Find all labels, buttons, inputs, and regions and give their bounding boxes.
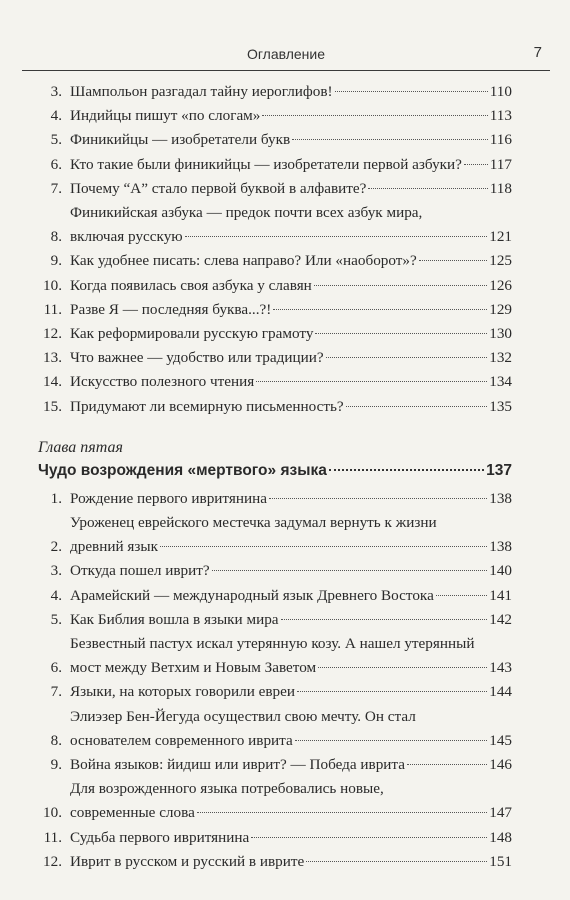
chapter-page: 137 [486, 461, 512, 479]
dot-leader [295, 740, 487, 741]
entry-title: Уроженец еврейского местечка задумал вернуть к жизни [70, 514, 437, 532]
dot-leader [185, 236, 488, 237]
chapter-title: Чудо возрождения «мертвого» языка [38, 461, 327, 479]
entry-page: 147 [489, 804, 512, 822]
toc-entry[interactable] [38, 705, 512, 753]
entry-title: Как реформировали русскую грамоту [70, 325, 314, 343]
entry-page: 146 [489, 756, 512, 774]
dot-leader [407, 764, 487, 765]
entry-title: древний язык [70, 538, 158, 556]
entry-number: 4. [50, 586, 62, 604]
toc-entry[interactable] [38, 370, 512, 394]
toc-entry[interactable] [38, 850, 512, 874]
toc-entry[interactable] [38, 826, 512, 850]
entry-title: Когда появилась своя азбука у славян [70, 276, 312, 294]
entry-number: 6. [50, 659, 62, 677]
entry-number: 7. [50, 179, 62, 197]
dot-leader [273, 309, 487, 310]
toc-entry[interactable] [38, 753, 512, 777]
toc-entry[interactable] [38, 511, 512, 559]
toc-entry[interactable] [38, 608, 512, 632]
dot-leader [292, 139, 488, 140]
dot-leader [464, 164, 488, 165]
entry-page: 151 [489, 852, 512, 870]
entry-page: 121 [489, 228, 512, 246]
toc-entry[interactable] [38, 632, 512, 680]
dot-leader [262, 115, 487, 116]
entry-number: 7. [50, 683, 62, 701]
toc-entry[interactable] [38, 487, 512, 511]
entry-title: Откуда пошел иврит? [70, 562, 210, 580]
entry-page: 143 [489, 659, 512, 677]
entry-number: 15. [43, 397, 62, 415]
dot-leader [269, 498, 487, 499]
entry-number: 4. [50, 107, 62, 125]
dot-leader [251, 837, 487, 838]
dot-leader [346, 406, 488, 407]
entry-title: Как Библия вошла в языки мира [70, 610, 279, 628]
toc-entry[interactable] [38, 395, 512, 419]
entry-title: Безвестный пастух искал утерянную козу. А нашел утерянный [70, 635, 475, 653]
entry-number: 8. [50, 228, 62, 246]
toc-entry[interactable] [38, 177, 512, 201]
dot-leader [281, 619, 488, 620]
entry-page: 116 [489, 131, 512, 149]
entry-page: 148 [489, 828, 512, 846]
dot-leader [419, 260, 487, 261]
entry-page: 142 [489, 610, 512, 628]
entry-number: 11. [43, 300, 62, 318]
toc-entry[interactable] [38, 680, 512, 704]
entry-title: мост между Ветхим и Новым Заветом [70, 659, 317, 677]
toc-entry[interactable] [38, 584, 512, 608]
entry-number: 5. [50, 610, 62, 628]
entry-page: 130 [489, 325, 512, 343]
toc-entry[interactable] [38, 559, 512, 583]
toc-entry[interactable] [38, 777, 512, 825]
entry-title: основателем современного иврита [70, 731, 293, 749]
entry-page: 141 [489, 586, 512, 604]
entry-number: 3. [50, 83, 62, 100]
toc-entry[interactable] [38, 104, 512, 128]
entry-page: 145 [489, 731, 512, 749]
chapter-label: Глава пятая [38, 438, 123, 456]
dot-leader [335, 91, 488, 92]
dot-leader [368, 188, 487, 189]
header-title: Оглавление [246, 46, 326, 62]
entry-number: 14. [43, 373, 62, 391]
entry-page: 113 [489, 107, 512, 125]
entry-number: 10. [43, 276, 62, 294]
dot-leader [197, 812, 487, 813]
entry-page: 126 [489, 276, 512, 294]
entry-page: 132 [489, 349, 512, 367]
toc-section-a [38, 80, 512, 419]
entry-title: современные слова [70, 804, 195, 822]
toc-section-b [38, 487, 512, 874]
entry-number: 2. [50, 538, 62, 556]
entry-number: 1. [50, 489, 62, 507]
entry-title: Иврит в русском и русский в иврите [70, 852, 305, 870]
dot-leader [314, 285, 487, 286]
dot-leader [306, 861, 487, 862]
dot-leader [256, 381, 487, 382]
entry-number: 9. [50, 252, 62, 270]
entry-number: 9. [50, 756, 62, 774]
chapter-title-line[interactable] [38, 459, 512, 483]
entry-title: Рождение первого ивритянина [70, 489, 267, 507]
toc-entry[interactable] [38, 80, 512, 104]
entry-number: 11. [43, 828, 62, 846]
toc-entry[interactable] [38, 298, 512, 322]
entry-title: Судьба первого ивритянина [70, 828, 250, 846]
entry-page: 110 [489, 83, 512, 100]
entry-title: Почему “А” стало первой буквой в алфавите? [70, 179, 367, 197]
entry-number: 13. [43, 349, 62, 367]
entry-title: Элиэзер Бен-Йегуда осуществил свою мечту. Он стал [70, 707, 416, 725]
entry-page: 138 [489, 538, 512, 556]
entry-page: 138 [489, 489, 512, 507]
entry-title: Искусство полезного чтения [70, 373, 255, 391]
dot-leader [326, 357, 488, 358]
header-page-number: 7 [533, 44, 542, 61]
entry-page: 135 [489, 397, 512, 415]
entry-title: Индийцы пишут «по слогам» [70, 107, 261, 125]
entry-number: 12. [43, 852, 62, 870]
toc-entry[interactable] [38, 249, 512, 273]
toc-entry[interactable] [38, 153, 512, 177]
toc-entry[interactable] [38, 201, 512, 249]
entry-number: 8. [50, 731, 62, 749]
entry-page: 144 [489, 683, 512, 701]
table-of-contents [38, 80, 512, 874]
dot-leader [297, 691, 487, 692]
toc-entry[interactable] [38, 274, 512, 298]
entry-title: Шампольон разгадал тайну иероглифов! [70, 83, 333, 100]
entry-number: 6. [50, 155, 62, 173]
entry-page: 125 [489, 252, 512, 270]
entry-page: 118 [489, 179, 512, 197]
dot-leader [212, 570, 488, 571]
entry-page: 117 [489, 155, 512, 173]
entry-page: 140 [489, 562, 512, 580]
entry-title: включая русскую [70, 228, 183, 246]
entry-title: Придумают ли всемирную письменность? [70, 397, 344, 415]
entry-title: Для возрожденного языка потребовались новые, [70, 780, 384, 798]
entry-page: 129 [489, 300, 512, 318]
entry-number: 12. [43, 325, 62, 343]
entry-title: Война языков: йидиш или иврит? — Победа иврита [70, 756, 405, 774]
entry-number: 3. [50, 562, 62, 580]
entry-title: Арамейский — международный язык Древнего Востока [70, 586, 434, 604]
entry-title: Финикийская азбука — предок почти всех азбук мира, [70, 204, 423, 222]
dot-leader [318, 667, 487, 668]
entry-title: Кто такие были финикийцы — изобретатели первой азбуки? [70, 155, 462, 173]
entry-title: Финикийцы — изобретатели букв [70, 131, 291, 149]
entry-page: 134 [489, 373, 512, 391]
toc-entry[interactable] [38, 346, 512, 370]
entry-number: 10. [43, 804, 62, 822]
entry-title: Разве Я — последняя буква...?! [70, 300, 272, 318]
entry-number: 5. [50, 131, 62, 149]
dot-leader [315, 333, 487, 334]
entry-title: Как удобнее писать: слева направо? Или «наоборот»? [70, 252, 417, 270]
toc-entry[interactable] [38, 322, 512, 346]
toc-entry[interactable] [38, 128, 512, 152]
dot-leader [436, 595, 487, 596]
entry-title: Языки, на которых говорили евреи [70, 683, 296, 701]
running-header [22, 40, 550, 71]
dot-leader [329, 469, 484, 471]
entry-title: Что важнее — удобство или традиции? [70, 349, 324, 367]
dot-leader [160, 546, 487, 547]
